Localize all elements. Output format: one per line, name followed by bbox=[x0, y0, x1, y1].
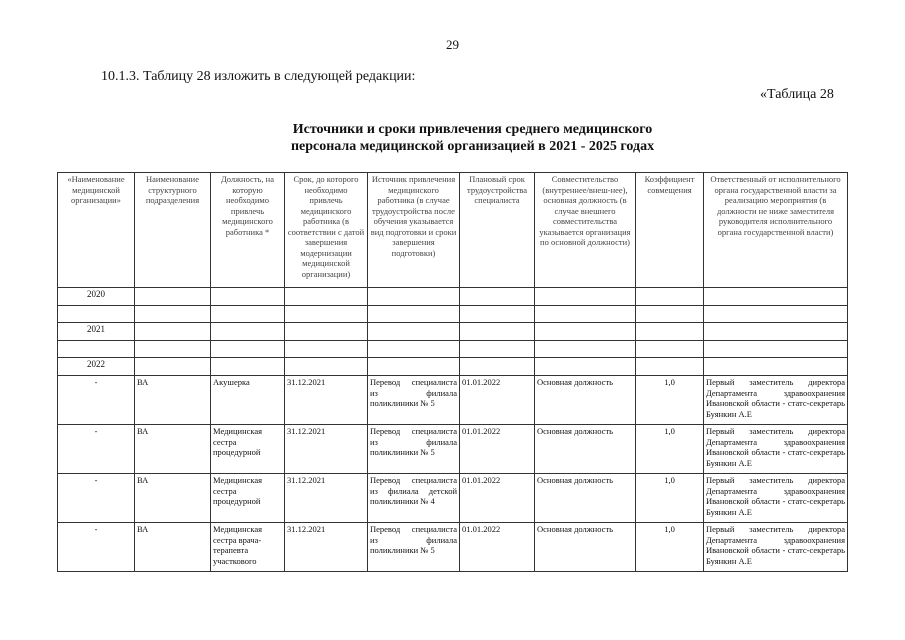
org-cell: - bbox=[58, 523, 135, 572]
unit-cell: ВА bbox=[135, 425, 211, 474]
combination-cell: Основная должность bbox=[535, 474, 636, 523]
year-row-2022 bbox=[58, 358, 848, 376]
source-cell: Перевод специалиста из филиала детской поликлиники № 4 bbox=[368, 474, 460, 523]
year-cell: 2022 bbox=[58, 358, 135, 376]
title-line-1: Источники и сроки привлечения среднего медицинского bbox=[292, 122, 653, 137]
table-row bbox=[58, 376, 848, 425]
org-cell: - bbox=[58, 474, 135, 523]
header-org: «Наименование медицинской организации» bbox=[58, 173, 135, 288]
position-cell: Акушерка bbox=[211, 376, 285, 425]
planned-cell: 01.01.2022 bbox=[460, 474, 535, 523]
header-combination: Совместительство (внутреннее/внеш-нее), основная должность (в случае внешнего совместительства указывается организация по основной должности) bbox=[535, 173, 636, 288]
responsible-cell: Первый заместитель директора Департамента здравоохранения Ивановской области - статс-секретарь Буянкин А.Е bbox=[704, 523, 848, 572]
deadline-cell: 31.12.2021 bbox=[285, 523, 368, 572]
org-cell: - bbox=[58, 376, 135, 425]
coefficient-cell: 1,0 bbox=[636, 425, 704, 474]
table-row bbox=[58, 523, 848, 572]
header-deadline: Срок, до которого необходимо привлечь медицинского работника (в соответствии с датой завершения модернизации медицинской организации) bbox=[285, 173, 368, 288]
source-cell: Перевод специалиста из филиала поликлиники № 5 bbox=[368, 523, 460, 572]
header-responsible: Ответственный от исполнительного органа государственной власти за реализацию мероприятия (в должности не ниже заместителя руководителя исполнительного органа государственной власти) bbox=[704, 173, 848, 288]
header-source: Источник привлечения медицинского работника (в случае трудоустройства после обучения указывается вид подготовки и сроки завершения подготовки) bbox=[368, 173, 460, 288]
header-coefficient: Коэффициент совмещения bbox=[636, 173, 704, 288]
header-planned: Плановый срок трудоустройства специалиста bbox=[460, 173, 535, 288]
deadline-cell: 31.12.2021 bbox=[285, 376, 368, 425]
year-row-2021 bbox=[58, 323, 848, 341]
org-cell: - bbox=[58, 425, 135, 474]
combination-cell: Основная должность bbox=[535, 425, 636, 474]
planned-cell: 01.01.2022 bbox=[460, 376, 535, 425]
responsible-cell: Первый заместитель директора Департамента здравоохранения Ивановской области - статс-секретарь Буянкин А.Е bbox=[704, 474, 848, 523]
year-row-2020 bbox=[58, 288, 848, 306]
source-cell: Перевод специалиста из филиала поликлиники № 5 bbox=[368, 376, 460, 425]
unit-cell: ВА bbox=[135, 376, 211, 425]
position-cell: Медицинская сестра процедурной bbox=[211, 474, 285, 523]
table-row bbox=[58, 474, 848, 523]
blank-row bbox=[58, 341, 848, 358]
responsible-cell: Первый заместитель директора Департамента здравоохранения Ивановской области - статс-секретарь Буянкин А.Е bbox=[704, 425, 848, 474]
position-cell: Медицинская сестра процедурной bbox=[211, 425, 285, 474]
year-cell: 2021 bbox=[58, 323, 135, 341]
unit-cell: ВА bbox=[135, 523, 211, 572]
coefficient-cell: 1,0 bbox=[636, 523, 704, 572]
combination-cell: Основная должность bbox=[535, 376, 636, 425]
position-cell: Медицинская сестра врача-терапевта участкового bbox=[211, 523, 285, 572]
title-line-2: персонала медицинской организацией в 2021 - 2025 годах bbox=[290, 139, 655, 154]
header-position: Должность, на которую необходимо привлечь медицинского работника * bbox=[211, 173, 285, 288]
header-unit: Наименование структурного подразделения bbox=[135, 173, 211, 288]
coefficient-cell: 1,0 bbox=[636, 474, 704, 523]
staffing-table bbox=[57, 172, 848, 572]
planned-cell: 01.01.2022 bbox=[460, 523, 535, 572]
deadline-cell: 31.12.2021 bbox=[285, 425, 368, 474]
unit-cell: ВА bbox=[135, 474, 211, 523]
responsible-cell: Первый заместитель директора Департамента здравоохранения Ивановской области - статс-секретарь Буянкин А.Е bbox=[704, 376, 848, 425]
table-label: «Таблица 28 bbox=[760, 87, 834, 102]
blank-row bbox=[58, 306, 848, 323]
table-row bbox=[58, 425, 848, 474]
table-title bbox=[240, 121, 705, 155]
instruction-text: 10.1.3. Таблицу 28 изложить в следующей редакции: bbox=[101, 69, 416, 84]
coefficient-cell: 1,0 bbox=[636, 376, 704, 425]
source-cell: Перевод специалиста из филиала поликлиники № 5 bbox=[368, 425, 460, 474]
year-cell: 2020 bbox=[58, 288, 135, 306]
combination-cell: Основная должность bbox=[535, 523, 636, 572]
deadline-cell: 31.12.2021 bbox=[285, 474, 368, 523]
header-row bbox=[58, 173, 848, 288]
page-number: 29 bbox=[446, 37, 459, 52]
planned-cell: 01.01.2022 bbox=[460, 425, 535, 474]
